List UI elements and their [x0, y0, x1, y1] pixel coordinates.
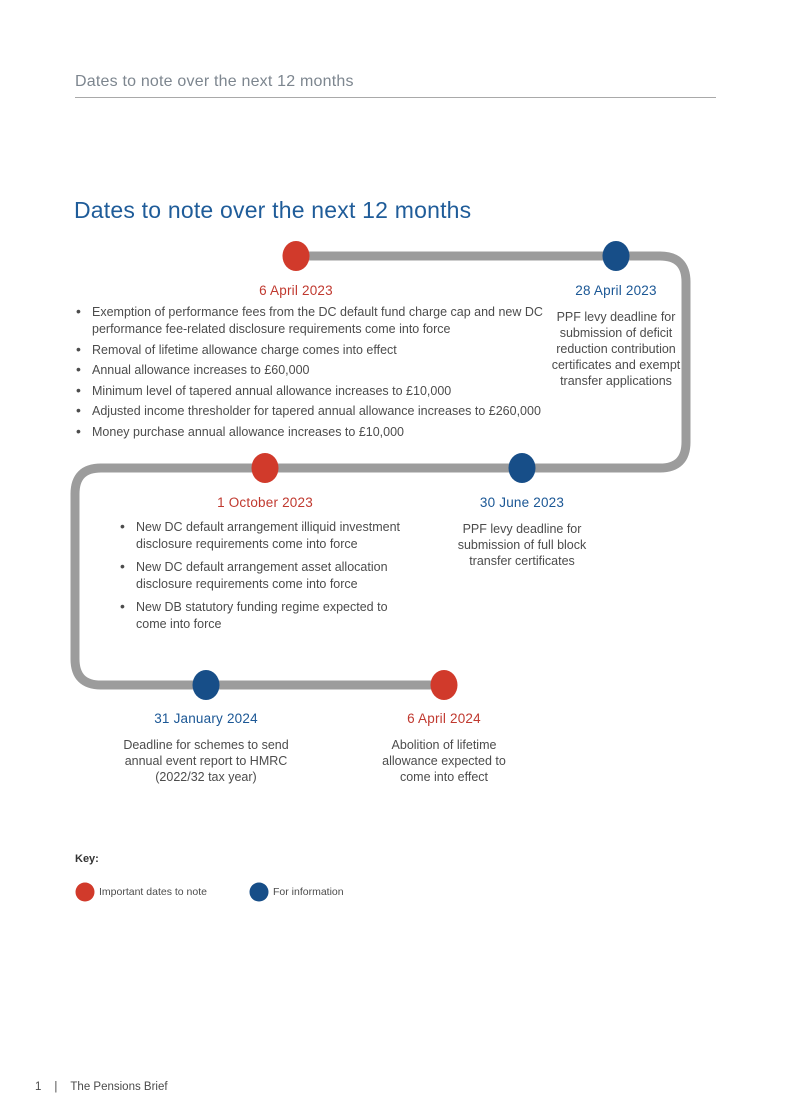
- event-bullets-1-october-2023: [119, 519, 419, 639]
- page-title: Dates to note over the next 12 months: [74, 197, 472, 223]
- event-date-30-june-2023: 30 June 2023: [479, 495, 565, 510]
- bullet-item: • New DC default arrangement asset allocation disclosure requirements come into force: [119, 559, 419, 592]
- key-item-label: Important dates to note: [99, 886, 207, 898]
- event-date-6-april-2024: 6 April 2024: [407, 711, 481, 726]
- key-item-label: For information: [272, 886, 344, 898]
- information-dot-icon: [249, 882, 269, 902]
- event-date-1-october-2023: 1 October 2023: [217, 495, 313, 510]
- footer-separator: |: [54, 1081, 58, 1093]
- timeline-dot-information: [603, 241, 630, 271]
- timeline-dot-important: [252, 453, 279, 483]
- page-number: 1: [35, 1081, 42, 1093]
- timeline-dot-information: [193, 670, 220, 700]
- event-date-28-april-2023: 28 April 2023: [575, 283, 657, 298]
- event-bullets-6-april-2023: [75, 304, 603, 444]
- bullet-item: • New DB statutory funding regime expected to come into force: [119, 599, 419, 632]
- event-date-31-january-2024: 31 January 2024: [154, 711, 258, 726]
- bullet-item: • Minimum level of tapered annual allowance increases to £10,000: [75, 383, 603, 400]
- publication-name: The Pensions Brief: [70, 1081, 168, 1093]
- bullet-item: • New DC default arrangement illiquid investment disclosure requirements come into force: [119, 519, 419, 552]
- bullet-item: • Removal of lifetime allowance charge comes into effect: [75, 342, 603, 359]
- bullet-item: • Adjusted income thresholder for tapered annual allowance increases to £260,000: [75, 403, 603, 420]
- event-text-6-april-2024: Abolition of lifetime allowance expected to come into effect: [382, 738, 506, 784]
- running-header: Dates to note over the next 12 months: [75, 73, 354, 90]
- bullet-item: • Annual allowance increases to £60,000: [75, 362, 603, 379]
- timeline-dot-information: [509, 453, 536, 483]
- bullet-item: • Exemption of performance fees from the DC default fund charge cap and new DC performance fee-related disclosure requirements come into force: [75, 304, 603, 338]
- key-item-information: [249, 882, 344, 902]
- timeline-dot-important: [283, 241, 310, 271]
- important-dot-icon: [75, 882, 95, 902]
- bullet-item: • Money purchase annual allowance increases to £10,000: [75, 424, 603, 441]
- event-text-30-june-2023: PPF levy deadline for submission of full block transfer certificates: [457, 522, 587, 568]
- event-date-6-april-2023: 6 April 2023: [259, 283, 333, 298]
- key-legend: [75, 853, 344, 902]
- event-text-31-january-2024: Deadline for schemes to send annual event report to HMRC (2022/32 tax year): [123, 738, 289, 784]
- page-footer: [35, 1081, 168, 1093]
- key-item-important: [75, 882, 207, 902]
- event-text-28-april-2023: PPF levy deadline for submission of deficit reduction contribution certificates and exempt transfer applications: [551, 310, 681, 388]
- timeline-dot-important: [431, 670, 458, 700]
- key-label: Key:: [75, 853, 99, 865]
